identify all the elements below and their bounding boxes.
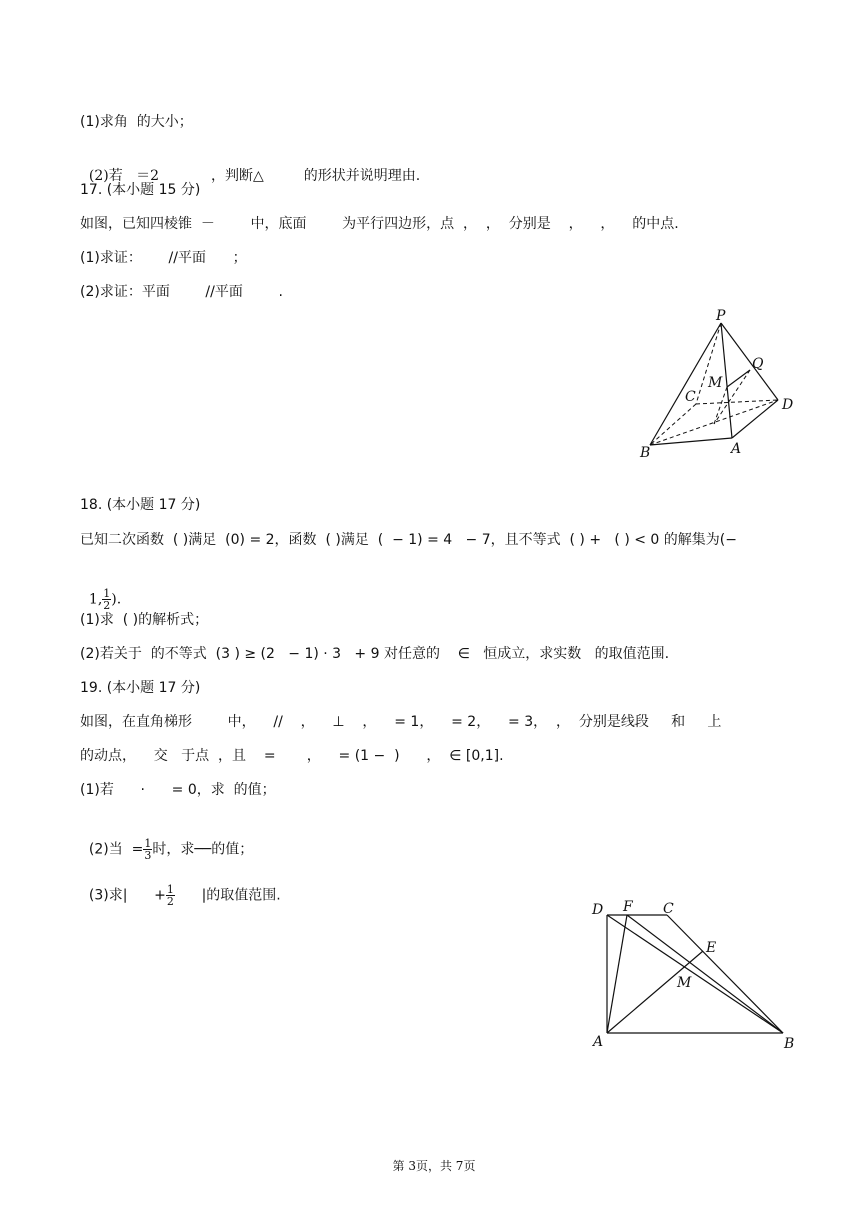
- q17-stem: 如图，已知四棱锥 － 中，底面 为平行四边形，点 ， ， 分别是 ， ， 的中点.: [80, 216, 679, 232]
- q19-part2: (2)当 = $\frac{1}{3}$ 时，求──的值；: [88, 837, 254, 862]
- q19-header: 19. (本小题 17 分): [80, 680, 201, 696]
- label-C: C: [663, 901, 674, 917]
- page-footer: 第 3页，共 7页: [392, 1159, 476, 1173]
- label-D: D: [782, 397, 794, 413]
- label-D: D: [592, 902, 604, 918]
- trapezoid-figure: [585, 893, 805, 1058]
- q18-stem-line2: 1, $\frac{1}{2}$ ).: [88, 587, 122, 612]
- label-A: A: [593, 1034, 604, 1050]
- q16-part2: (2)若 ＝2 ，判断△ 的形状并说明理由.: [88, 168, 421, 184]
- q17-part1: (1)求证： //平面 ；: [80, 250, 247, 266]
- q18-part2: (2)若关于 的不等式 (3 ) ≥ (2 − 1) · 3 + 9 对任意的 ∈ 恒成立，求实数 的取值范围.: [80, 646, 670, 662]
- label-E: E: [706, 940, 717, 956]
- q19-stem-line1: 如图，在直角梯形 中， // ， ⊥ ， = 1， = 2， = 3， ， 分别是线段 和 上: [80, 714, 722, 730]
- label-M: M: [708, 375, 723, 391]
- label-F: F: [623, 899, 633, 915]
- label-C: C: [685, 389, 696, 405]
- label-B: B: [784, 1036, 795, 1052]
- label-P: P: [716, 308, 726, 324]
- q19-part1: (1)若 · = 0，求 的值；: [80, 782, 276, 798]
- q19-stem-line2: 的动点， 交 于点 ，且 = ， = (1 − ) ， ∈ [0,1].: [80, 748, 504, 764]
- fraction-one-half-b: $\frac{1}{2}$: [166, 883, 174, 908]
- pyramid-figure: [630, 305, 810, 465]
- label-B: B: [640, 445, 651, 461]
- label-A: A: [731, 441, 742, 457]
- fraction-one-third: $\frac{1}{3}$: [144, 837, 152, 862]
- fraction-one-half: $\frac{1}{2}$: [103, 587, 111, 612]
- q16-part1: (1)求角 的大小；: [80, 114, 193, 130]
- q17-header: 17. (本小题 15 分): [80, 182, 201, 198]
- q18-part1: (1)求 ( )的解析式；: [80, 612, 209, 628]
- label-Q: Q: [752, 356, 764, 372]
- q18-stem-line1: 已知二次函数 ( )满足 (0) = 2，函数 ( )满足 ( − 1) = 4 − 7，且不等式 ( ) + ( ) < 0 的解集为(−: [80, 532, 737, 548]
- q18-header: 18. (本小题 17 分): [80, 497, 201, 513]
- label-M: M: [677, 975, 692, 991]
- q17-part2: (2)求证：平面 //平面 .: [80, 284, 283, 300]
- q19-part3: (3)求| + $\frac{1}{2}$ |的取值范围.: [88, 883, 281, 908]
